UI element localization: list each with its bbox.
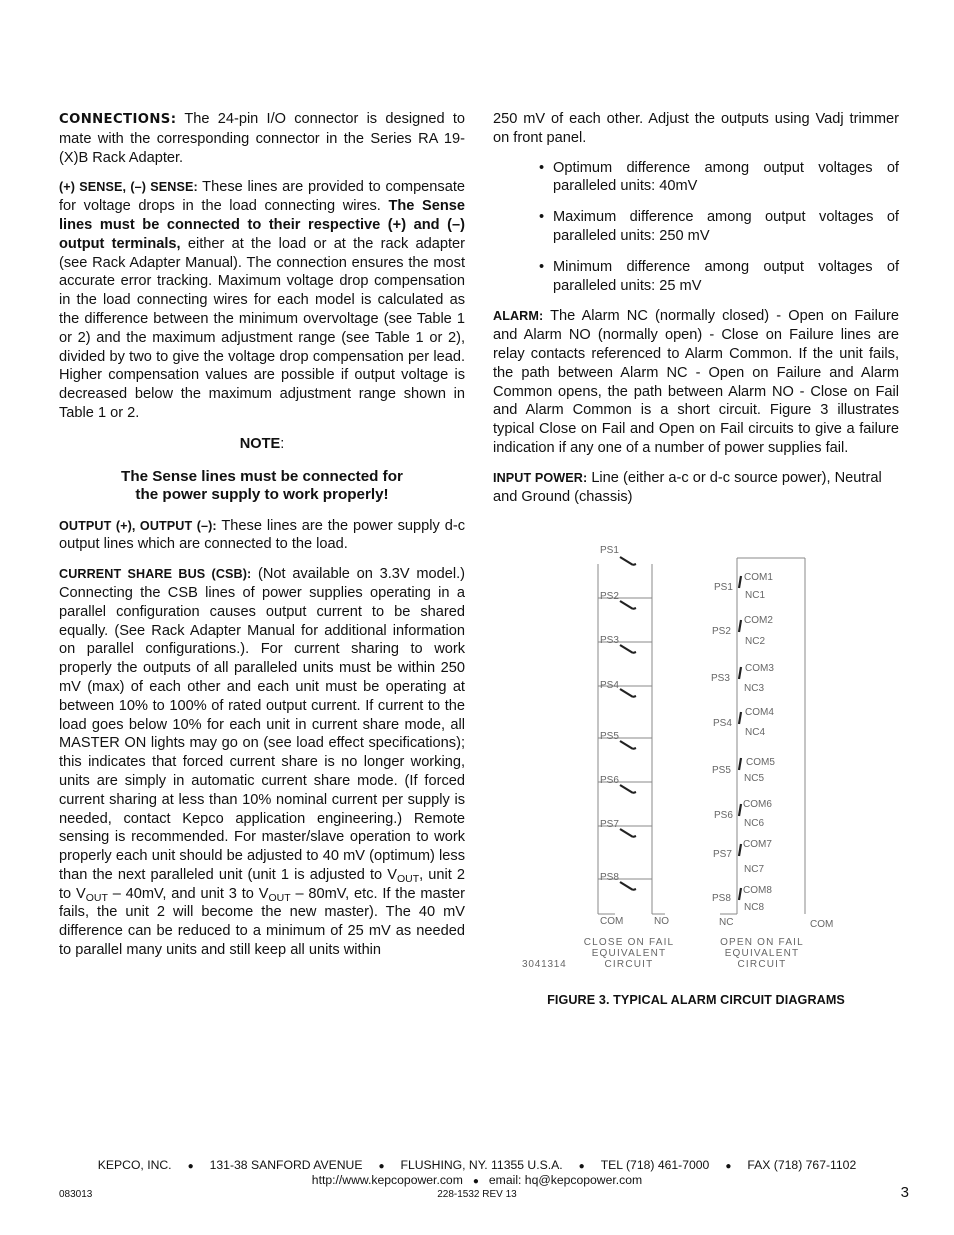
csb-text-2: , unit 2 to V (59, 866, 466, 902)
switch-contact (633, 836, 636, 837)
input-power-paragraph (493, 469, 899, 507)
figure-caption: FIGURE 3. TYPICAL ALARM CIRCUIT DIAGRAMS (547, 993, 845, 1007)
switch-contact (739, 712, 741, 724)
footer-address: 131-38 SANFORD AVENUE (209, 1158, 363, 1172)
right-com-label: COM (810, 919, 834, 930)
switch-contact (633, 652, 636, 653)
footer-tel: TEL (718) 461-7000 (600, 1158, 710, 1172)
right-ps-label: PS1 (714, 582, 733, 593)
nc-label: NC1 (745, 590, 766, 601)
open-on-fail-caption: EQUIVALENT (724, 948, 800, 959)
sense-paragraph (59, 178, 465, 422)
nc-label: NC4 (745, 727, 766, 738)
footer-contact-line (0, 1158, 954, 1172)
alarm-circuit-diagram (515, 542, 845, 970)
drawing-number: 3041314 (522, 959, 567, 970)
switch-contact (620, 601, 633, 609)
right-column (493, 110, 899, 517)
nc-label: NC8 (744, 902, 765, 913)
com-label: COM3 (745, 663, 774, 674)
switch-contact (620, 645, 633, 653)
csb-text-3: – 40mV, and unit 3 to V (107, 885, 269, 902)
output-text: These lines are the power supply d-c output lines which are connected to the load. (59, 517, 465, 553)
footer-website-link[interactable]: http://www.kepcopower.com (311, 1173, 463, 1187)
switch-contact (739, 620, 741, 632)
csb-continued-paragraph: 250 mV of each other. Adjust the outputs using Vadj trimmer on front panel. (493, 111, 899, 146)
vout-subscript: OUT (396, 872, 420, 885)
bullet-icon: ● (578, 1161, 585, 1172)
switch-contact (620, 557, 633, 565)
right-ps-label: PS5 (712, 765, 731, 776)
close-on-fail-caption: EQUIVALENT (591, 948, 667, 959)
switch-contact (739, 667, 741, 679)
right-ps-label: PS8 (712, 893, 731, 904)
alarm-heading: ALARM: (493, 309, 544, 324)
document-number: 228-1532 REV 13 (437, 1189, 517, 1200)
footer-company: KEPCO, INC. (97, 1158, 172, 1172)
right-ps-label: PS2 (712, 626, 731, 637)
connections-paragraph (59, 110, 465, 167)
sense-text-cont: either at the load or at the rack adapter (see Rack Adapter Manual). The connection ensures the most accurate error tracking. Maximum voltage drop compensation in the load connecting wires for each model is calculated as the difference between the minimum overvoltage (see Table 1 or 2) and the maximum adjustment range (see Table 1 or 2), divided by two to give the voltage drop compensation per lead. Higher compensation values are possible if output voltage is decreased below the maximum adjustment range shown in Table 1 or 2. (59, 235, 465, 421)
bullet-icon: ● (472, 1176, 479, 1187)
output-paragraph (59, 517, 465, 555)
left-column (59, 110, 465, 971)
left-ps-label: PS8 (600, 872, 619, 883)
switch-contact (739, 888, 741, 900)
input-power-text: Line (either a-c or d-c source power), Neutral and Ground (chassis) (493, 469, 882, 505)
nc-label: NC7 (744, 864, 765, 875)
right-ps-label: PS4 (713, 718, 732, 729)
switch-contact (633, 792, 636, 793)
note-colon: : (280, 435, 285, 452)
note-heading (59, 435, 465, 454)
list-item: • Minimum difference among output voltages of paralleled units: 25 mV (553, 258, 899, 296)
date-code: 083013 (59, 1189, 93, 1200)
left-no-label: NO (654, 916, 669, 927)
left-ps-label: PS4 (600, 680, 619, 691)
vout-subscript: OUT (85, 891, 108, 904)
right-ps-label: PS3 (711, 673, 730, 684)
list-item: • Optimum difference among output voltages of paralleled units: 40mV (553, 159, 899, 197)
footer-fax: FAX (718) 767-1102 (747, 1158, 857, 1172)
vout-subscript: OUT (268, 891, 291, 904)
page-number: 3 (900, 1184, 909, 1201)
switch-contact (633, 608, 636, 609)
com-label: COM6 (743, 799, 772, 810)
connections-heading: CONNECTIONS: (59, 112, 177, 127)
nc-label: NC5 (744, 773, 765, 784)
com-label: COM5 (746, 757, 775, 768)
open-on-fail-caption: OPEN ON FAIL (720, 937, 804, 948)
alarm-paragraph (493, 307, 899, 457)
switch-contact (633, 748, 636, 749)
alarm-text: The Alarm NC (normally closed) - Open on Failure and Alarm NO (normally open) - Close on Failure lines are relay contacts referenced to Alarm Common. If the unit fails, the path between Alarm NC - Open on Failure and Alarm Common opens, the path between Alarm NO - Close on Fail and Alarm Common is a short circuit. Figure 3 illustrates typical Close on Fail and Open on Fail circuits to give a failure indication if any one of a number of power supplies fail. (493, 308, 899, 456)
left-ps-label: PS1 (600, 545, 619, 556)
switch-contact (620, 741, 633, 749)
bullet-icon: ● (725, 1161, 732, 1172)
csb-text-4: – 80mV, etc. If the master fails, the unit 2 will become the new master). The 40 mV difference can be reduced to a minimum of 25 mV as needed to parallel many units and still keep all units within (59, 885, 465, 959)
switch-contact (620, 829, 633, 837)
sense-text: These lines are provided to compensate for voltage drops in the load connecting wires. (59, 179, 466, 215)
com-label: COM4 (745, 707, 774, 718)
nc-label: NC3 (744, 683, 765, 694)
switch-contact (739, 758, 741, 770)
output-heading: OUTPUT (+), OUTPUT (–): (59, 518, 217, 533)
alarm-circuit-figure (515, 542, 845, 970)
connections-text: The 24-pin I/O connector is designed to mate with the corresponding connector in the Series RA 19-(X)B Rack Adapter. (59, 111, 465, 166)
com-label: COM1 (744, 572, 773, 583)
switch-contact (739, 804, 741, 816)
left-ps-label: PS5 (600, 731, 619, 742)
footer-email-link[interactable]: email: hq@kepcopower.com (488, 1173, 643, 1187)
close-on-fail-caption: CLOSE ON FAIL (583, 937, 675, 948)
left-ps-label: PS7 (600, 819, 619, 830)
note-text (59, 468, 465, 504)
sense-heading: (+) SENSE, (–) SENSE: (59, 180, 198, 195)
left-com-label: COM (600, 916, 624, 927)
note-line-1: The Sense lines must be connected for (121, 467, 403, 485)
switch-contact (739, 576, 741, 588)
switch-contact (739, 844, 741, 856)
bullet-icon: ● (378, 1161, 385, 1172)
note-line-2: the power supply to work properly! (135, 485, 389, 503)
nc-label: NC6 (744, 818, 765, 829)
nc-label: NC2 (745, 636, 766, 647)
bullet-icon: ● (187, 1161, 194, 1172)
list-item: • Maximum difference among output voltages of paralleled units: 250 mV (553, 208, 899, 246)
footer-web-line (0, 1173, 954, 1187)
right-ps-label: PS6 (714, 810, 733, 821)
close-on-fail-caption: CIRCUIT (604, 959, 654, 970)
csb-text: (Not available on 3.3V model.) Connecting the CSB lines of power supplies operating in a parallel configuration causes output current to be shared equally. (See Rack Adapter Manual for additional information on parallel configurations.). For current sharing to work properly the outputs of all paralleled units must be within 250 mV (max) of each other and each unit must be operating at between 10% to 100% of rated output current. If current to the load goes below 10% for each unit in current share mode, all MASTER ON lights may go on (see load effect specifications); this indicates that forced current share is no longer working, units are simply in automatic current share mode. (If forced current sharing at less than 10% nominal current per supply is needed, contact Kepco application engineering.) Remote sensing is recommended. For master/slave operation to work properly each unit should be adjusted to 40 mV (optimum) less than the next paralleled unit (unit 1 is adjusted to V (59, 566, 465, 883)
right-nc-label: NC (719, 917, 734, 928)
switch-contact (633, 889, 636, 890)
com-label: COM2 (744, 615, 773, 626)
footer-city: FLUSHING, NY. 11355 U.S.A. (400, 1158, 563, 1172)
circuit-lines (598, 558, 805, 914)
input-power-heading: INPUT POWER: (493, 470, 588, 485)
switch-contact (633, 696, 636, 697)
com-label: COM7 (743, 839, 772, 850)
voltage-difference-list (493, 159, 899, 296)
switch-contact (633, 564, 636, 565)
left-ps-label: PS3 (600, 635, 619, 646)
csb-heading: CURRENT SHARE BUS (CSB): (59, 567, 252, 582)
com-label: COM8 (743, 885, 772, 896)
left-ps-label: PS6 (600, 775, 619, 786)
switch-contact (620, 785, 633, 793)
sense-bold-text: The Sense lines must be connected to their respective (+) and (–) output terminals, (59, 198, 466, 252)
open-on-fail-caption: CIRCUIT (737, 959, 787, 970)
switch-contact (620, 882, 633, 890)
switch-contact (620, 689, 633, 697)
right-ps-label: PS7 (713, 849, 732, 860)
left-ps-label: PS2 (600, 591, 619, 602)
note-label: NOTE (239, 435, 281, 452)
csb-paragraph (59, 565, 465, 960)
